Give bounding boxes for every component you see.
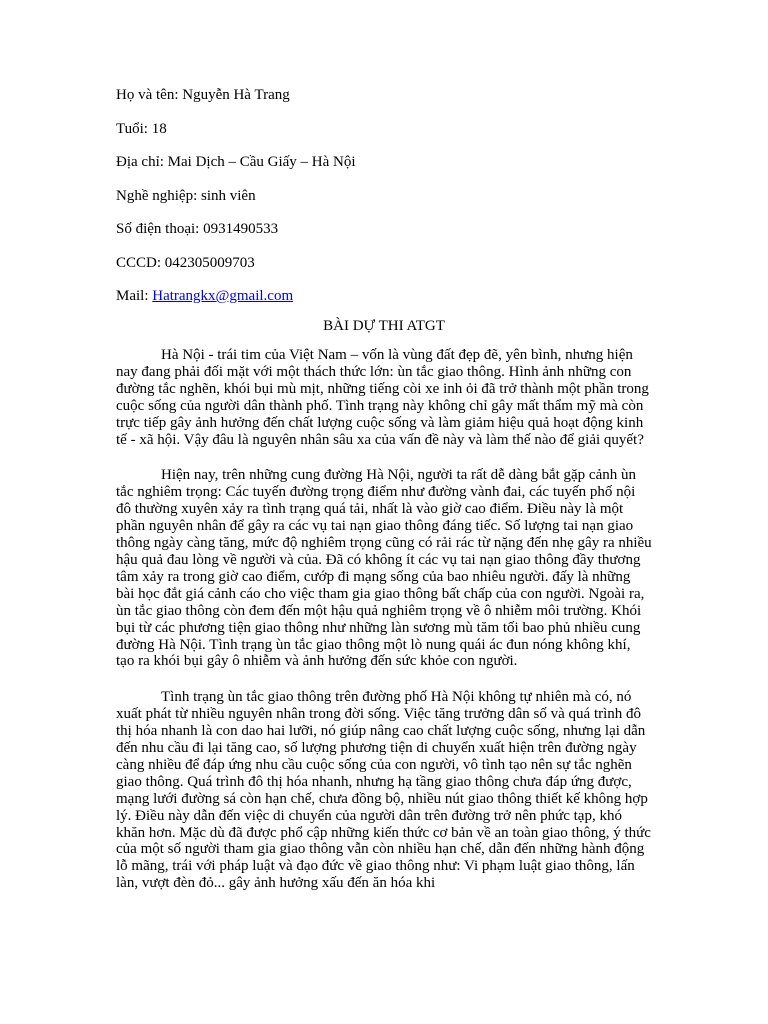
info-id-card: CCCD: 042305009703 <box>116 254 255 271</box>
essay-paragraph-3: Tình trạng ùn tắc giao thông trên đường phố Hà Nội không tự nhiên mà có, nó xuất phát từ nhiều nguyên nhân trong đời sống. Việc tăng trưởng dân số và quá trình đô thị hóa nhanh là con dao hai lưỡi, nó giúp nâng cao chất lượng cuộc sống, nhưng lại dẫn đến nhu cầu đi lại tăng cao, số lượng phương tiện di chuyển xuất hiện trên đường ngày càng nhiều để đáp ứng nhu cầu cuộc sống của con người, vô tình tạo nên sự tắc nghẽn giao thông. Quá trình đô thị hóa nhanh, nhưng hạ tầng giao thông chưa đáp ứng được, mạng lưới đường sá còn hạn chế, chưa đồng bộ, nhiều nút giao thông thiết kế không hợp lý. Điều này dẫn đến việc di chuyển của người dân trên đường trở nên phức tạp, khó khăn hơn. Mặc dù đã được phổ cập những kiến thức cơ bản về an toàn giao thông, ý thức của một số người tham gia giao thông vẫn còn nhiều hạn chế, dẫn đến những hành động lỗ mãng, trái với pháp luật và đạo đức về giao thông như: Vi phạm luật giao thông, lấn làn, vượt đèn đỏ... gây ảnh hưởng xấu đến ăn hóa khi <box>116 689 651 892</box>
essay-paragraph-2: Hiện nay, trên những cung đường Hà Nội, người ta rất dễ dàng bắt gặp cảnh ùn tắc nghiêm trọng: Các tuyến đường trọng điểm như đường vành đai, các tuyến phố nội đô thường xuyên xảy ra tình trạng quá tải, nhất là vào giờ cao điểm. Điều này là một phần nguyên nhân để gây ra các vụ tai nạn giao thông đáng tiếc. Số lượng tai nạn giao thông ngày càng tăng, mức độ nghiêm trọng cũng có rải rác từ nặng đến nhẹ gây ra nhiều hậu quả đau lòng về người và của. Đã có không ít các vụ tai nạn giao thông đầy thương tâm xảy ra trong giờ cao điểm, cướp đi mạng sống của bao nhiêu người. đấy là những bài học đắt giá cảnh cáo cho việc tham gia giao thông bất chấp của con người. Ngoài ra, ùn tắc giao thông còn đem đến một hậu quả nghiêm trọng về ô nhiễm môi trường. Khói bụi từ các phương tiện giao thông như những làn sương mù tăm tối bao phủ nhiều cung đường Hà Nội. Tình trạng ùn tắc giao thông một lò nung quái ác đun nóng không khí, tạo ra khói bụi gây ô nhiễm và ảnh hưởng đến sức khỏe con người. <box>116 467 652 670</box>
essay-title: BÀI DỰ THI ATGT <box>323 318 445 334</box>
info-mail <box>116 287 652 305</box>
mail-link[interactable]: Hatrangkx@gmail.com <box>152 288 294 304</box>
essay-paragraph-1: Hà Nội - trái tim của Việt Nam – vốn là vùng đất đẹp đẽ, yên bình, nhưng hiện nay đang phải đối mặt với một thách thức lớn: ùn tắc giao thông. Hình ảnh những con đường tắc nghẽn, khói bụi mù mịt, những tiếng còi xe inh ỏi đã trở thành một phần trong cuộc sống của người dân thành phố. Tình trạng này không chỉ gây mất thẩm mỹ mà còn trực tiếp gây ảnh hưởng đến chất lượng cuộc sống và làm giảm hiệu quả hoạt động kinh tế - xã hội. Vậy đâu là nguyên nhân sâu xa của vấn đề này và làm thế nào để giải quyết? <box>116 347 649 448</box>
info-phone: Số điện thoại: 0931490533 <box>116 221 279 237</box>
info-occupation: Nghề nghiệp: sinh viên <box>116 187 256 204</box>
mail-label: Mail: <box>116 288 153 304</box>
info-age: Tuổi: 18 <box>116 120 167 137</box>
info-address: Địa chỉ: Mai Dịch – Cầu Giấy – Hà Nội <box>116 154 356 170</box>
document-page <box>116 86 652 911</box>
info-name: Họ và tên: Nguyễn Hà Trang <box>116 87 290 103</box>
